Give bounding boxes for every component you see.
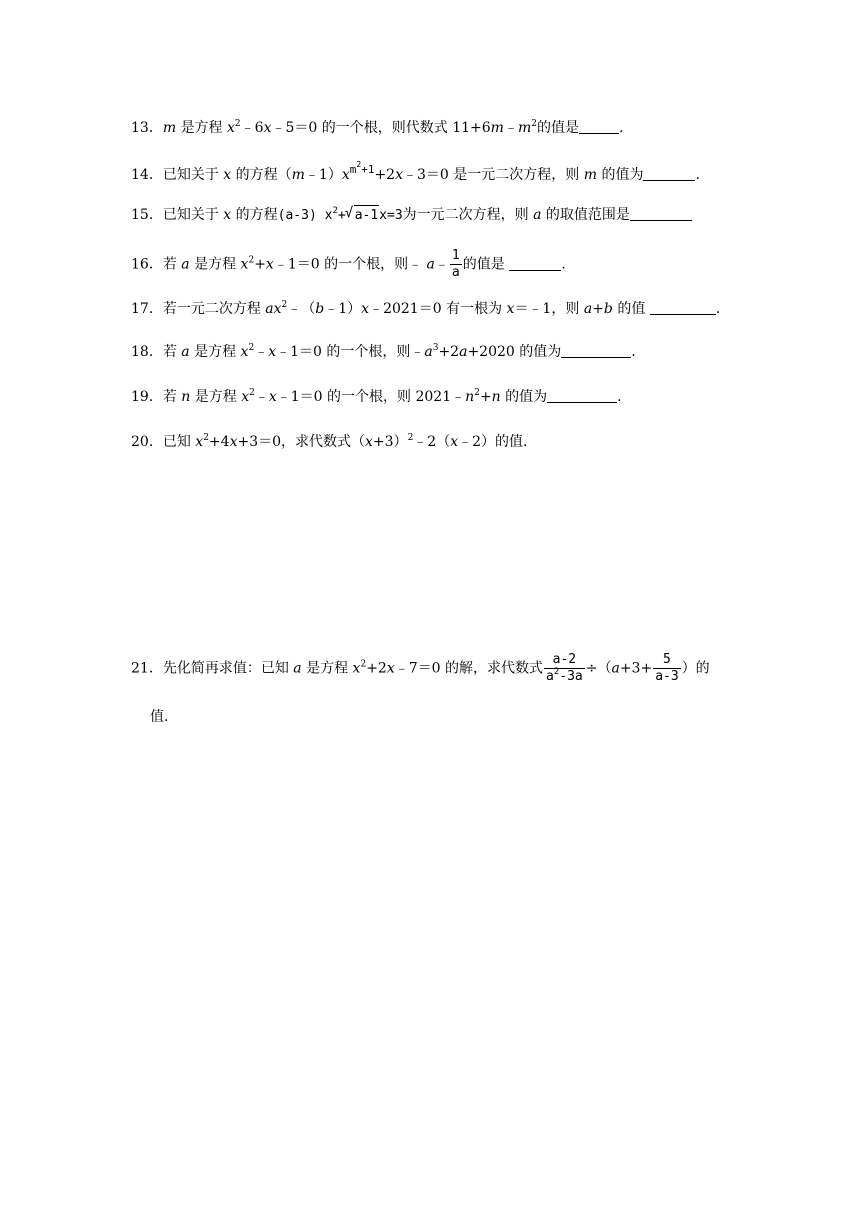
answer-blank[interactable] (650, 300, 716, 315)
question-14: 14．已知关于 x 的方程$(m﹣1)x^{m^2+1}+2x﹣3=0$ 是一元二次方程，则 m 的值为 . (131, 160, 700, 183)
answer-blank[interactable] (579, 119, 619, 134)
fraction-5-over-a-3: $\frac{5}{a-3}$ (655, 652, 679, 684)
question-20: 20．已知 $x^2+4x+3=0$，求代数式$(x+3)^2﹣2(x﹣2)$的值. (131, 433, 528, 450)
question-15: 15．已知关于 x 的方程(a-3) $x^2+√$ a-1x=3为一元二次方程，则 a 的取值范围是 (131, 205, 692, 226)
question-19: 19．若 n 是方程 $x^2﹣x﹣1=0$ 的一个根，则 $2021﹣n^2+n$ 的值为 . (131, 388, 622, 405)
answer-blank[interactable] (561, 343, 631, 358)
answer-blank[interactable] (643, 166, 695, 181)
question-13: 13．m 是方程 $x^2﹣6x﹣5=0$ 的一个根，则代数式 $11+6m﹣m^2$的值是 . (131, 119, 624, 136)
question-16: 16．若 a 是方程 $x^2+x﹣1=0$ 的一个根，则﹣ a﹣ $\frac{1}{a}$ 的值是 . (131, 248, 566, 280)
question-18: 18．若 a 是方程 $x^2﹣x﹣1=0$ 的一个根，则$﹣a^3+2a+2020$ 的值为 . (131, 343, 636, 360)
answer-blank[interactable] (509, 256, 561, 271)
answer-blank[interactable] (630, 206, 692, 221)
answer-blank[interactable] (547, 388, 617, 403)
question-21: 21．先化简再求值：已知 a 是方程 $x^2+2x﹣7=0$ 的解，求代数式 $\frac{a-2}{a^2-3a}$ ÷（a+3+ $\frac{5}{a-3}$ ）的 (131, 652, 710, 684)
fraction-1-over-a: $\frac{1}{a}$ (451, 248, 460, 280)
exponent-image: m2+1 (349, 160, 375, 176)
sqrt-symbol: √ a-1 (354, 205, 379, 226)
fraction-expression: $\frac{a-2}{a^2-3a}$ (546, 652, 583, 684)
question-17: 17．若一元二次方程 $ax^2﹣(b﹣1)x﹣2021=0$ 有一根为 x＝﹣1，则 a+b 的值 . (131, 300, 721, 317)
equation-image: (a-3) $x^2+√$ a-1x=3 (278, 208, 403, 223)
question-21-continuation: 值. (150, 709, 169, 725)
